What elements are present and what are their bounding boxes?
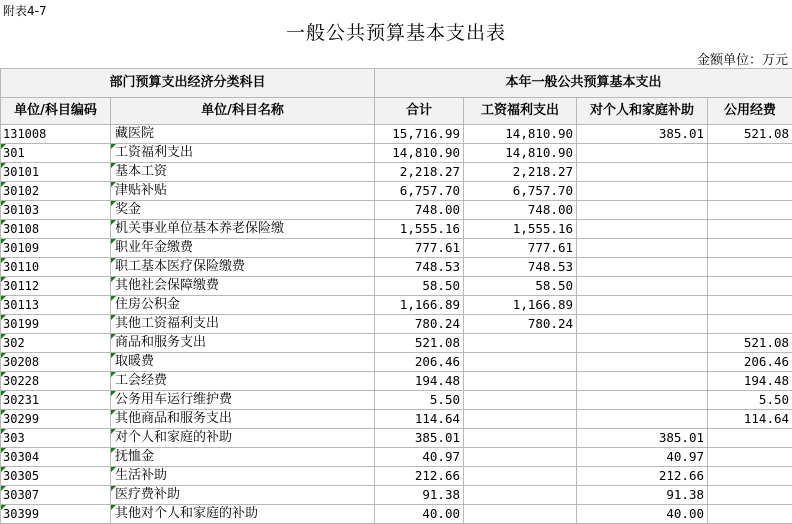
cell-code: 30304 [1, 448, 111, 467]
cell-total: 5.50 [375, 391, 464, 410]
cell-personal [577, 277, 708, 296]
cell-total: 58.50 [375, 277, 464, 296]
cell-total: 194.48 [375, 372, 464, 391]
cell-total: 2,218.27 [375, 163, 464, 182]
table-row [1, 220, 792, 239]
cell-public [708, 429, 792, 448]
table-row [1, 315, 792, 334]
table-row [1, 410, 792, 429]
cell-personal [577, 315, 708, 334]
cell-personal: 385.01 [577, 429, 708, 448]
col-header-name: 单位/科目名称 [111, 98, 375, 125]
cell-name: 对个人和家庭的补助 [111, 429, 375, 448]
cell-code: 30109 [1, 239, 111, 258]
cell-total: 748.53 [375, 258, 464, 277]
cell-public [708, 201, 792, 220]
cell-wages: 748.53 [464, 258, 577, 277]
table-row [1, 277, 792, 296]
cell-code: 301 [1, 144, 111, 163]
cell-wages: 1,555.16 [464, 220, 577, 239]
page-title: 一般公共预算基本支出表 [0, 18, 792, 45]
cell-total: 1,166.89 [375, 296, 464, 315]
cell-public: 521.08 [708, 334, 792, 353]
cell-code: 30231 [1, 391, 111, 410]
table-row [1, 201, 792, 220]
table-row [1, 239, 792, 258]
group-header-expenditure: 本年一般公共预算基本支出 [375, 69, 792, 98]
cell-public [708, 220, 792, 239]
cell-wages: 777.61 [464, 239, 577, 258]
cell-public [708, 277, 792, 296]
cell-personal [577, 372, 708, 391]
cell-code: 30199 [1, 315, 111, 334]
cell-personal [577, 201, 708, 220]
cell-name: 取暖费 [111, 353, 375, 372]
cell-name: 住房公积金 [111, 296, 375, 315]
table-row [1, 296, 792, 315]
attachment-label: 附表4-7 [3, 2, 47, 19]
cell-total: 521.08 [375, 334, 464, 353]
col-header-wages: 工资福利支出 [464, 98, 577, 125]
cell-name: 工资福利支出 [111, 144, 375, 163]
cell-code: 302 [1, 334, 111, 353]
cell-public: 194.48 [708, 372, 792, 391]
cell-public [708, 315, 792, 334]
cell-wages [464, 391, 577, 410]
cell-public [708, 182, 792, 201]
table-row [1, 391, 792, 410]
table-row [1, 505, 792, 524]
unit-label: 金额单位：万元 [697, 49, 788, 68]
cell-name: 职工基本医疗保险缴费 [111, 258, 375, 277]
cell-name: 其他社会保障缴费 [111, 277, 375, 296]
cell-name: 生活补助 [111, 467, 375, 486]
cell-personal [577, 163, 708, 182]
cell-name: 机关事业单位基本养老保险缴 [111, 220, 375, 239]
cell-wages [464, 505, 577, 524]
cell-code: 30208 [1, 353, 111, 372]
cell-name: 津贴补贴 [111, 182, 375, 201]
cell-wages [464, 429, 577, 448]
cell-wages: 1,166.89 [464, 296, 577, 315]
cell-public [708, 144, 792, 163]
cell-wages [464, 410, 577, 429]
cell-personal [577, 353, 708, 372]
cell-name: 基本工资 [111, 163, 375, 182]
cell-code: 30305 [1, 467, 111, 486]
cell-public: 521.08 [708, 125, 792, 144]
cell-code: 30307 [1, 486, 111, 505]
cell-personal [577, 258, 708, 277]
col-header-personal: 对个人和家庭补助 [577, 98, 708, 125]
cell-public [708, 448, 792, 467]
cell-total: 206.46 [375, 353, 464, 372]
cell-personal [577, 220, 708, 239]
cell-wages [464, 372, 577, 391]
cell-total: 1,555.16 [375, 220, 464, 239]
cell-total: 114.64 [375, 410, 464, 429]
cell-name: 藏医院 [111, 125, 375, 144]
cell-public [708, 163, 792, 182]
cell-wages [464, 353, 577, 372]
cell-name: 工会经费 [111, 372, 375, 391]
cell-public [708, 239, 792, 258]
table-row [1, 334, 792, 353]
table-row [1, 182, 792, 201]
cell-wages [464, 486, 577, 505]
cell-wages: 14,810.90 [464, 144, 577, 163]
cell-code: 30228 [1, 372, 111, 391]
cell-personal: 40.97 [577, 448, 708, 467]
cell-name: 医疗费补助 [111, 486, 375, 505]
cell-personal [577, 391, 708, 410]
cell-total: 91.38 [375, 486, 464, 505]
col-header-code: 单位/科目编码 [1, 98, 111, 125]
cell-code: 30112 [1, 277, 111, 296]
cell-personal: 212.66 [577, 467, 708, 486]
cell-name: 其他对个人和家庭的补助 [111, 505, 375, 524]
table-row [1, 372, 792, 391]
cell-personal [577, 182, 708, 201]
cell-personal [577, 410, 708, 429]
table-row [1, 163, 792, 182]
cell-code: 30399 [1, 505, 111, 524]
cell-public [708, 505, 792, 524]
cell-total: 780.24 [375, 315, 464, 334]
cell-code: 30101 [1, 163, 111, 182]
cell-code: 30102 [1, 182, 111, 201]
cell-public: 206.46 [708, 353, 792, 372]
cell-name: 奖金 [111, 201, 375, 220]
cell-personal: 385.01 [577, 125, 708, 144]
cell-wages [464, 448, 577, 467]
cell-personal [577, 334, 708, 353]
cell-public [708, 486, 792, 505]
cell-personal: 91.38 [577, 486, 708, 505]
cell-wages [464, 334, 577, 353]
col-header-total: 合计 [375, 98, 464, 125]
cell-public [708, 296, 792, 315]
cell-total: 15,716.99 [375, 125, 464, 144]
cell-public: 5.50 [708, 391, 792, 410]
cell-wages: 6,757.70 [464, 182, 577, 201]
group-header-classification: 部门预算支出经济分类科目 [1, 69, 375, 98]
cell-public [708, 258, 792, 277]
cell-wages: 2,218.27 [464, 163, 577, 182]
cell-code: 303 [1, 429, 111, 448]
cell-code: 30103 [1, 201, 111, 220]
cell-total: 40.00 [375, 505, 464, 524]
cell-wages: 58.50 [464, 277, 577, 296]
cell-public [708, 467, 792, 486]
cell-name: 商品和服务支出 [111, 334, 375, 353]
cell-total: 40.97 [375, 448, 464, 467]
cell-name: 职业年金缴费 [111, 239, 375, 258]
cell-total: 212.66 [375, 467, 464, 486]
cell-name: 其他工资福利支出 [111, 315, 375, 334]
cell-code: 30299 [1, 410, 111, 429]
cell-personal: 40.00 [577, 505, 708, 524]
table-row [1, 486, 792, 505]
cell-wages [464, 467, 577, 486]
cell-total: 6,757.70 [375, 182, 464, 201]
cell-personal [577, 144, 708, 163]
cell-code: 30108 [1, 220, 111, 239]
cell-name: 抚恤金 [111, 448, 375, 467]
cell-name: 公务用车运行维护费 [111, 391, 375, 410]
cell-code: 30110 [1, 258, 111, 277]
table-row [1, 429, 792, 448]
cell-personal [577, 296, 708, 315]
cell-personal [577, 239, 708, 258]
table-row [1, 125, 792, 144]
cell-total: 748.00 [375, 201, 464, 220]
table-row [1, 144, 792, 163]
table-row [1, 448, 792, 467]
cell-name: 其他商品和服务支出 [111, 410, 375, 429]
table-row [1, 353, 792, 372]
cell-wages: 748.00 [464, 201, 577, 220]
cell-wages: 14,810.90 [464, 125, 577, 144]
table-row [1, 258, 792, 277]
budget-table [0, 68, 792, 524]
cell-public: 114.64 [708, 410, 792, 429]
cell-code: 30113 [1, 296, 111, 315]
table-row [1, 467, 792, 486]
cell-code: 131008 [1, 125, 111, 144]
cell-total: 14,810.90 [375, 144, 464, 163]
cell-total: 385.01 [375, 429, 464, 448]
cell-total: 777.61 [375, 239, 464, 258]
cell-wages: 780.24 [464, 315, 577, 334]
col-header-public: 公用经费 [708, 98, 792, 125]
